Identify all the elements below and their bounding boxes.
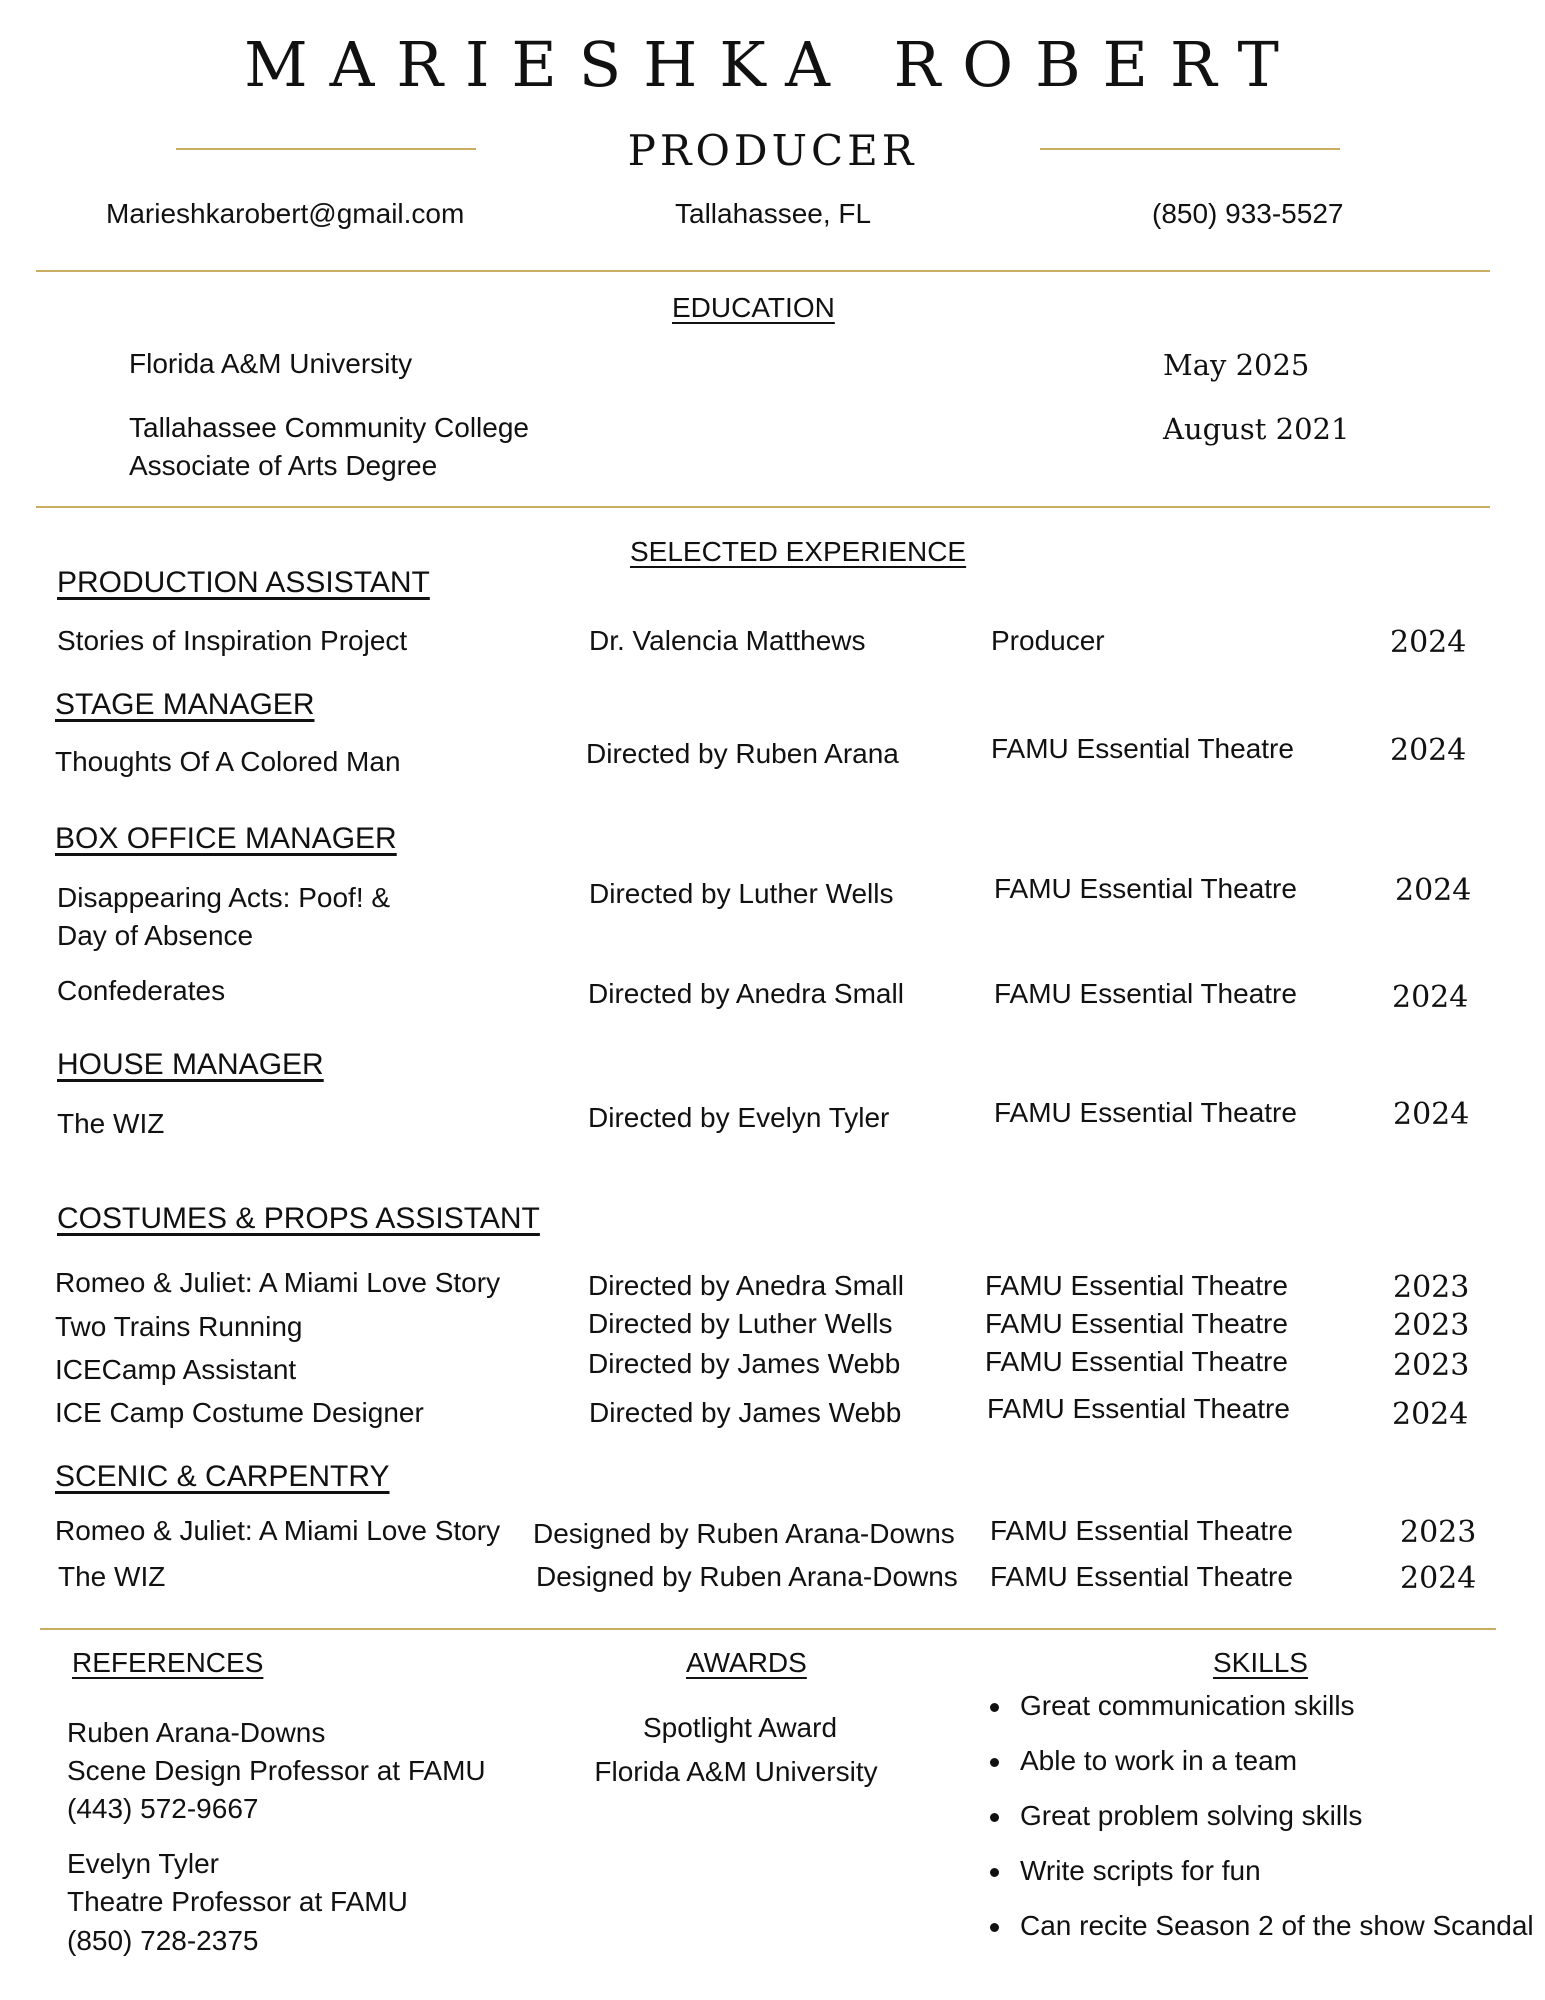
- reference-name: Ruben Arana-Downs: [67, 1717, 326, 1748]
- experience-year: 2024: [1392, 980, 1469, 1015]
- awards-heading: AWARDS: [686, 1647, 807, 1678]
- experience-org: FAMU Essential Theatre: [991, 733, 1294, 764]
- reference-phone: (850) 728-2375: [67, 1925, 259, 1956]
- experience-project-line2: Day of Absence: [57, 920, 254, 951]
- reference-phone: (443) 572-9667: [67, 1793, 259, 1824]
- experience-year: 2023: [1393, 1348, 1470, 1383]
- skills-list: [990, 1690, 1534, 1965]
- experience-credit: Directed by Luther Wells: [588, 1308, 893, 1339]
- experience-credit: Directed by Evelyn Tyler: [588, 1102, 890, 1133]
- experience-credit: Designed by Ruben Arana-Downs: [533, 1518, 955, 1549]
- experience-credit: Directed by James Webb: [589, 1397, 902, 1428]
- reference-role: Scene Design Professor at FAMU: [67, 1755, 486, 1786]
- education-heading: EDUCATION: [672, 292, 835, 323]
- experience-project: Stories of Inspiration Project: [57, 625, 408, 656]
- experience-org: FAMU Essential Theatre: [994, 1097, 1297, 1128]
- experience-credit: Dr. Valencia Matthews: [589, 625, 866, 656]
- experience-project: Two Trains Running: [55, 1311, 303, 1342]
- experience-year: 2024: [1390, 733, 1467, 768]
- resume-name: MARIESHKA ROBERT: [244, 28, 1301, 101]
- experience-year: 2024: [1393, 1097, 1470, 1132]
- experience-org: FAMU Essential Theatre: [985, 1308, 1288, 1339]
- experience-project: Disappearing Acts: Poof! &: [57, 882, 391, 913]
- category-title: STAGE MANAGER: [55, 688, 315, 721]
- category-title: HOUSE MANAGER: [57, 1048, 324, 1081]
- skills-heading: SKILLS: [1213, 1647, 1308, 1678]
- education-school: Tallahassee Community College: [129, 412, 529, 443]
- experience-credit: Directed by Ruben Arana: [586, 738, 899, 769]
- skill-item: Can recite Season 2 of the show Scandal: [990, 1910, 1534, 1965]
- category-title: COSTUMES & PROPS ASSISTANT: [57, 1202, 540, 1235]
- skill-item: Able to work in a team: [990, 1745, 1534, 1800]
- section-divider: [36, 506, 1490, 508]
- experience-project: The WIZ: [57, 1108, 165, 1139]
- experience-org: FAMU Essential Theatre: [985, 1270, 1288, 1301]
- header-divider-right: [1040, 148, 1340, 150]
- experience-project: ICE Camp Costume Designer: [55, 1397, 424, 1428]
- reference-role: Theatre Professor at FAMU: [67, 1886, 408, 1917]
- experience-credit: Directed by Luther Wells: [589, 878, 894, 909]
- references-heading: REFERENCES: [72, 1647, 264, 1678]
- experience-year: 2024: [1395, 873, 1472, 908]
- experience-credit: Directed by Anedra Small: [588, 1270, 904, 1301]
- award-name: Spotlight Award: [642, 1712, 838, 1743]
- experience-year: 2024: [1392, 1397, 1469, 1432]
- education-school: Florida A&M University: [129, 348, 413, 379]
- experience-org: FAMU Essential Theatre: [987, 1393, 1290, 1424]
- skill-item: Great problem solving skills: [990, 1800, 1534, 1855]
- experience-credit: Designed by Ruben Arana-Downs: [536, 1561, 958, 1592]
- award-org: Florida A&M University: [594, 1756, 878, 1787]
- experience-project: Confederates: [57, 975, 226, 1006]
- experience-project: The WIZ: [58, 1561, 166, 1592]
- section-divider: [40, 1628, 1496, 1630]
- contact-phone: (850) 933-5527: [1152, 198, 1344, 229]
- skill-item: Write scripts for fun: [990, 1855, 1534, 1910]
- education-date: May 2025: [1163, 348, 1310, 382]
- experience-project: Thoughts Of A Colored Man: [55, 746, 401, 777]
- education-date: August 2021: [1163, 412, 1350, 446]
- experience-year: 2023: [1400, 1515, 1477, 1550]
- experience-org: FAMU Essential Theatre: [994, 873, 1297, 904]
- experience-org: FAMU Essential Theatre: [994, 978, 1297, 1009]
- experience-heading: SELECTED EXPERIENCE: [630, 536, 967, 567]
- experience-year: 2024: [1400, 1561, 1477, 1596]
- resume-title: PRODUCER: [627, 126, 918, 175]
- experience-credit: Directed by Anedra Small: [588, 978, 904, 1009]
- experience-org: Producer: [991, 625, 1105, 656]
- experience-org: FAMU Essential Theatre: [985, 1346, 1288, 1377]
- contact-email: Marieshkarobert@gmail.com: [106, 198, 465, 229]
- experience-org: FAMU Essential Theatre: [990, 1515, 1293, 1546]
- experience-project: Romeo & Juliet: A Miami Love Story: [55, 1515, 501, 1546]
- experience-year: 2023: [1393, 1270, 1470, 1305]
- experience-project: Romeo & Juliet: A Miami Love Story: [55, 1267, 501, 1298]
- reference-name: Evelyn Tyler: [67, 1848, 219, 1879]
- section-divider: [36, 270, 1490, 272]
- experience-project: ICECamp Assistant: [55, 1354, 297, 1385]
- category-title: PRODUCTION ASSISTANT: [57, 566, 430, 599]
- contact-location: Tallahassee, FL: [675, 198, 872, 229]
- education-degree: Associate of Arts Degree: [129, 450, 438, 481]
- experience-year: 2023: [1393, 1308, 1470, 1343]
- skill-item: Great communication skills: [990, 1690, 1534, 1745]
- experience-credit: Directed by James Webb: [588, 1348, 901, 1379]
- category-title: BOX OFFICE MANAGER: [55, 822, 397, 855]
- category-title: SCENIC & CARPENTRY: [55, 1460, 390, 1493]
- experience-org: FAMU Essential Theatre: [990, 1561, 1293, 1592]
- experience-year: 2024: [1390, 625, 1467, 660]
